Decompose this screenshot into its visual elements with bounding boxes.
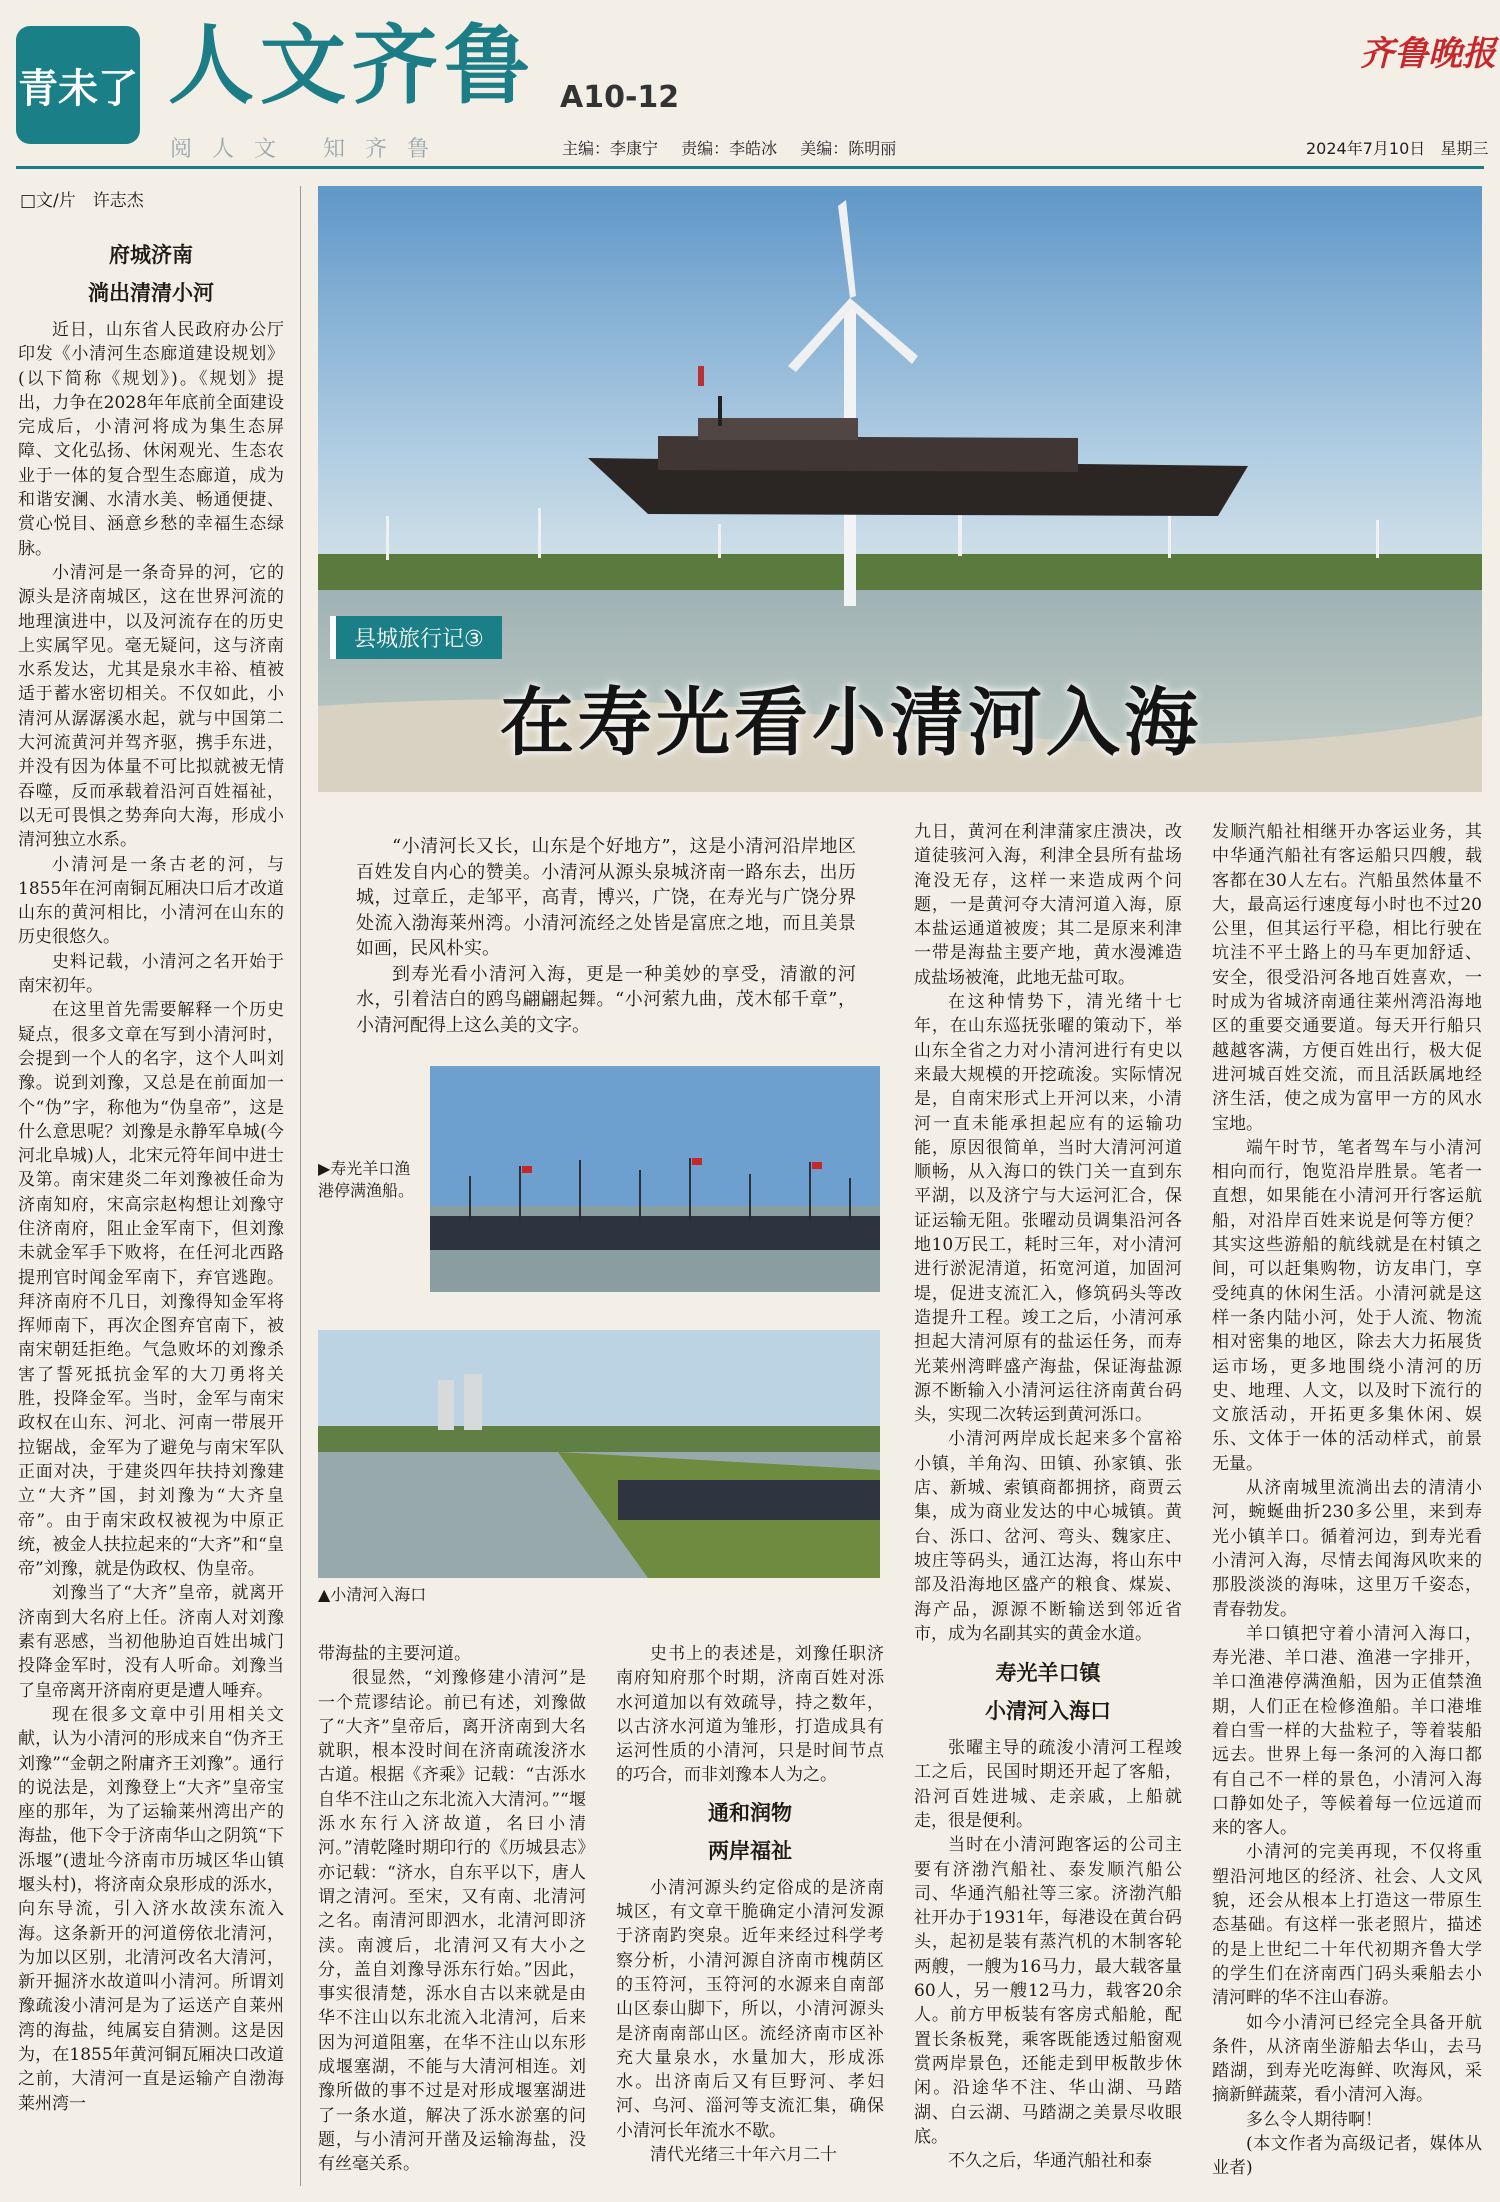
byline: □文/片 许志杰 — [20, 191, 144, 211]
paragraph: 很显然，“刘豫修建小清河”是一个荒谬结论。前已有述，刘豫做了“大齐”皇帝后，离开济南到大名就职，根本没时间在济南疏浚济水古道。根据《齐乘》记载：“古泺水自华不注山之东北流入大清河。”“堰泺水东行入济故道，名曰小清河。”清乾隆时期印行的《历城县志》亦记载：“济水，自东平以下，唐人谓之清河。至宋，又有南、北清河之名。南清河即泗水，北清河即济渎。南渡后，北清河又有大小之分，盖自刘豫导泺东行始。”因此，事实很清楚，泺水自古以来就是由华不注山以东北流入北清河，后来因为河道阻塞，在华不注山以东形成堰塞湖，不能与大清河相连。刘豫所做的事不过是对形成堰塞湖进了一条水道，解决了泺水淤塞的问题，与小清河开凿及运输海盐，没有丝毫关系。 — [318, 1668, 586, 2175]
subhead-4a: 寿光羊口镇 — [995, 1660, 1101, 1686]
paragraph: 史料记载，小清河之名开始于南宋初年。 — [18, 951, 284, 997]
subhead-1a: 府城济南 — [109, 242, 193, 267]
series-tag: 县城旅行记③ — [330, 616, 502, 659]
column-1 — [18, 236, 284, 2186]
page-tagline: 阅人文 知齐鲁 — [170, 137, 449, 162]
paragraph: 小清河两岸成长起来多个富裕小镇，羊角沟、田镇、孙家镇、张店、新城、索镇商都拥挤，商贾云集，成为商业发达的中心城镇。黄台、泺口、岔河、弯头、魏家庄、坡庄等码头，通江达海，将山东中部及沿海地区盛产的粮食、煤炭、海产品，源源不断输送到邻近省市，成为名副其实的黄金水道。 — [914, 1429, 1182, 1644]
page-issue: A10-12 — [560, 80, 680, 115]
paragraph: 清代光绪三十年六月二十 — [650, 2145, 837, 2166]
article-headline: 在寿光看小清河入海 — [500, 680, 1202, 766]
editor-credits — [562, 136, 914, 159]
column-4-text-b — [914, 1736, 1182, 2173]
subhead-1b: 淌出清清小河 — [88, 280, 214, 305]
article-lead — [356, 834, 856, 1038]
column-5 — [1212, 820, 1482, 2186]
subhead-4b: 小清河入海口 — [985, 1698, 1111, 1724]
newspaper-logo: 齐鲁晚报 — [1360, 34, 1496, 74]
paragraph: 当时在小清河跑客运的公司主要有济渤汽船社、泰发顺汽船公司、华通汽船社等三家。济渤汽船社开办于1931年，每港设在黄台码头，起初是装有蒸汽机的木制客轮两艘，一艘为16马力，最大载客量60人，另一艘12马力，载客20余人。前方甲板装有客房式船舱，配置长条板凳，乘客既能透过船窗观赏两岸景色，还能走到甲板散步休闲。沿途华不注、华山湖、马踏湖、白云湖、马踏湖之美景尽收眼底。 — [914, 1835, 1182, 2147]
estuary-photo — [318, 1330, 880, 1578]
date-text: 2024年7月10日 — [1306, 139, 1426, 158]
paragraph: 发顺汽船社相继开办客运业务，其中华通汽船社有客运船只四艘，载客都在30人左右。汽船虽然体量不大，最高运行速度每小时也不过20公里，但其运行平稳，相比行驶在坑洼不平土路上的马车更加舒适、安全，很受沿河各地百姓喜欢，一时成为省城济南通往莱州湾沿海地区的重要交通要道。每天开行船只越越客满，方便百姓出行，极大促进河城百姓交流，而且活跃属地经济生活，使之成为富甲一方的风水宝地。 — [1212, 822, 1482, 1134]
boats-caption: ▶寿光羊口渔港停满渔船。 — [318, 1159, 415, 1200]
subhead-3b: 两岸福祉 — [708, 1837, 792, 1863]
paragraph: 不久之后，华通汽船社和泰 — [948, 2151, 1152, 2172]
paragraph: 近日，山东省人民政府办公厅印发《小清河生态廊道建设规划》(以下简称《规划》)。《规划》提出，力争在2028年年底前全面建设完成后，小清河将成为集生态屏障、文化弘扬、休闲观光、生态农业于一体的复合型生态廊道，成为和谐安澜、水清水美、畅通便捷、赏心悦目、涵意乡愁的幸福生态绿脉。 — [18, 320, 284, 559]
art-editor-credit: 美编：陈明丽 — [800, 139, 897, 158]
paragraph: 史书上的表述是，刘豫任职济南府知府那个时期，济南百姓对泺水河道加以有效疏导，持之数年，以古济水河道为雏形，打造成具有运河性质的小清河，只是时间节点的巧合，而非刘豫本人为之。 — [616, 1644, 884, 1786]
paragraph: 端午时节，笔者驾车与小清河相向而行，饱览沿岸胜景。笔者一直想，如果能在小清河开行客运航船，对沿岸百姓来说是何等方便？其实这些游船的航线就是在村镇之间，可以赶集购物，访友串门，享受纯真的休闲生活。小清河就是这样一条内陆小河，处于人流、物流相对密集的地区，除去大力拓展货运市场，更多地围绕小清河的历史、地理、人文，以及时下流行的文旅活动，开拓更多集休闲、娱乐、文体于一体的活动样式，前景无量。 — [1212, 1137, 1482, 1474]
page-title: 人文齐鲁 — [168, 15, 536, 116]
column-divider — [300, 186, 301, 2186]
harbor-boats-image — [430, 1066, 880, 1292]
harbor-boats-photo — [430, 1066, 880, 1292]
masthead-rule — [16, 166, 1484, 169]
column-logo-text: 青未了 — [18, 64, 138, 112]
paragraph: 小清河的完美再现，不仅将重塑沿河地区的经济、社会、人文风貌，还会从根本上打造这一带原生态基础。有这样一张老照片，描述的是上世纪二十年代初期齐鲁大学的学生们在济南西门码头乘船去小清河畔的华不注山春游。 — [1212, 1842, 1482, 2009]
lead-paragraph: 到寿光看小清河入海，更是一种美妙的享受，清澈的河水，引着洁白的鸥鸟翩翩起舞。“小河萦九曲，茂木郁千章”，小清河配得上这么美的文字。 — [356, 963, 856, 1036]
column-5-text — [1212, 820, 1482, 2181]
column-3-text-a — [616, 1642, 884, 1788]
lead-paragraph: “小清河长又长，山东是个好地方”，这是小清河沿岸地区百姓发自内心的赞美。小清河从源头泉城济南一路东去，出历城，过章丘，走邹平，高青，博兴，广饶，在寿光与广饶分界处流入渤海莱州湾。小清河流经之处皆是富庶之地，而且美景如画，民风朴实。 — [356, 836, 856, 959]
author-note: (本文作者为高级记者，媒体从业者) — [1212, 2134, 1482, 2179]
paragraph: 多么令人期待啊！ — [1246, 2109, 1382, 2130]
paragraph: 在这里首先需要解释一个历史疑点，很多文章在写到小清河时，会提到一个人的名字，这个人叫刘豫。说到刘豫，又总是在前面加一个“伪”字，称他为“伪皇帝”，这是什么意思呢？刘豫是永静军阜城(今河北阜城)人，北宋元符年间中进士及第。南宋建炎二年刘豫被任命为济南知府，宋高宗赵构想让刘豫守住济南府，阻止金军南下，但刘豫未就金军手下败将，在任河北西路提刑官时闻金军南下，弃官逃跑。拜济南府不几日，刘豫得知金军将挥师南下，再次企图弃官南下，被南宋朝廷拒绝。气急败坏的刘豫杀害了誓死抵抗金军的大刀勇将关胜，投降金军。当时，金军与南宋政权在山东、河北、河南一带展开拉锯战，金军为了避免与南宋军队正面对决，于建炎四年扶持刘豫建立“大齐”国，封刘豫为“大齐皇帝”。由于南宋政权被视为中原正统，被金人扶拉起来的“大齐”和“皇帝”刘豫，就是伪政权、伪皇帝。 — [18, 1000, 284, 1580]
paragraph: 羊口镇把守着小清河入海口，寿光港、羊口港、渔港一字排开，羊口渔港停满渔船，因为正值禁渔期，人们正在检修渔船。羊口港堆着白雪一样的大盐粒子，等着装船远去。世界上每一条河的入海口都有自己不一样的景色，小清河入海口静如处子，等候着每一位远道而来的客人。 — [1212, 1623, 1482, 1839]
editor-credit: 主编：李康宁 — [562, 139, 659, 158]
river-estuary-image — [318, 1330, 880, 1578]
paragraph: 九日，黄河在利津蒲家庄溃决，改道徒骇河入海，利津全县所有盐场淹没无存，这样一来造成两个问题，一是黄河夺大清河道入海，原本盐运通道被废；其二是原来利津一带是海盐主要产地，黄水漫滩造成盐场被淹，此地无盐可取。 — [914, 822, 1182, 988]
column-1-text — [18, 318, 284, 2116]
paragraph: 如今小清河已经完全具备开航条件，从济南坐游船去华山，去马踏湖，到寿光吃海鲜、吹海风，采摘新鲜蔬菜，看小清河入海。 — [1212, 2012, 1482, 2106]
paragraph: 带海盐的主要河道。 — [318, 1644, 471, 1664]
subhead-3a: 通和润物 — [708, 1799, 792, 1825]
column-4-text-a — [914, 820, 1182, 1646]
column-3-text-b — [616, 1876, 884, 2168]
issue-date — [1306, 136, 1489, 159]
paragraph: 现在很多文章中引用相关文献，认为小清河的形成来自“伪齐王刘豫”“金朝之附庸齐王刘豫”。通行的说法是，刘豫登上“大齐”皇帝宝座的那年，为了运输莱州湾出产的海盐，他下令于济南华山之阴筑“下泺堰”(遗址今济南市历城区华山镇堰头村)，将济南众泉形成的泺水，向东导流，引入济水故渎东流入海。这条新开的河道傍依北清河，为加以区别，北清河改名大清河，新开掘济水故道叫小清河。所谓刘豫疏浚小清河是为了运送产自莱州湾的海盐，纯属妄自猜测。这是因为，在1855年黄河铜瓦厢决口改道之前，大清河一直是运输产自渤海莱州湾一 — [18, 1704, 284, 2114]
estuary-caption: ▲小清河入海口 — [318, 1585, 427, 1604]
paragraph: 张曜主导的疏浚小清河工程竣工之后，民国时期还开起了客船，沿河百姓进城、走亲戚，上船就走，很是便利。 — [914, 1738, 1182, 1831]
weekday-text: 星期三 — [1440, 139, 1489, 158]
column-2-text — [318, 1642, 586, 2187]
column-logo — [16, 26, 140, 144]
paragraph: 小清河源头约定俗成的是济南城区，有文章干脆确定小清河发源于济南趵突泉。近年来经过科学考察分析，小清河源自济南市槐荫区的玉符河，玉符河的水源来自南部山区泰山脚下，所以，小清河源头是济南南部山区。流经济南市区补充大量泉水，水量加大，形成泺水。出济南后又有巨野河、孝妇河、乌河、淄河等支流汇集，确保小清河长年流水不歇。 — [616, 1877, 884, 2141]
duty-editor-credit: 责编：李皓冰 — [681, 139, 778, 158]
paragraph: 小清河是一条古老的河，与1855年在河南铜瓦厢决口后才改道山东的黄河相比，小清河在山东的历史很悠久。 — [18, 854, 284, 948]
paragraph: 从济南城里流淌出去的清清小河，蜿蜒曲折230多公里，来到寿光小镇羊口。循着河边，到寿光看小清河入海，尽情去闻海风吹来的那股淡淡的海味，这里万千姿态，青春勃发。 — [1212, 1478, 1482, 1620]
paragraph: 小清河是一条奇异的河，它的源头是济南城区，这在世界河流的地理演进中，以及河流存在的历史上实属罕见。毫无疑问，这与济南水系发达，尤其是泉水丰裕、植被适于蓄水密切相关。不仅如此，小清河从潺潺溪水起，就与中国第二大河流黄河并驾齐驱，携手东进，并没有因为体量不可比拟就被无情吞噬，反而承载着沿河百姓福祉，以无可畏惧之势奔向大海，形成小清河独立水系。 — [18, 562, 284, 851]
paragraph: 刘豫当了“大齐”皇帝，就离开济南到大名府上任。济南人对刘豫素有恶感，当初他胁迫百姓出城门投降金军时，没有人听命。刘豫当了皇帝离开济南府更是遭人唾弃。 — [18, 1583, 284, 1701]
column-4 — [914, 820, 1182, 2186]
paragraph: 在这种情势下，清光绪十七年，在山东巡抚张曜的策动下，举山东全省之力对小清河进行有史以来最大规模的开挖疏浚。实际情况是，自南宋形式上开河以来，小清河一直未能承担起应有的运输功能，原因很简单，当时大清河河道顺畅，从入海口的铁门关一直到东平湖，以及济宁与大运河汇合，保证运输无阻。张曜动员调集沿河各地10万民工，耗时三年，对小清河进行淤泥清道，拓宽河道，加固河堤，促进支流汇入，修筑码头等改造提升工程。竣工之后，小清河承担起大清河原有的盐运任务，而寿光莱州湾畔盛产海盐，保证海盐源源不断输入小清河运往济南黄台码头，实现二次转运到黄河泺口。 — [914, 992, 1182, 1426]
column-3 — [616, 1642, 884, 2187]
